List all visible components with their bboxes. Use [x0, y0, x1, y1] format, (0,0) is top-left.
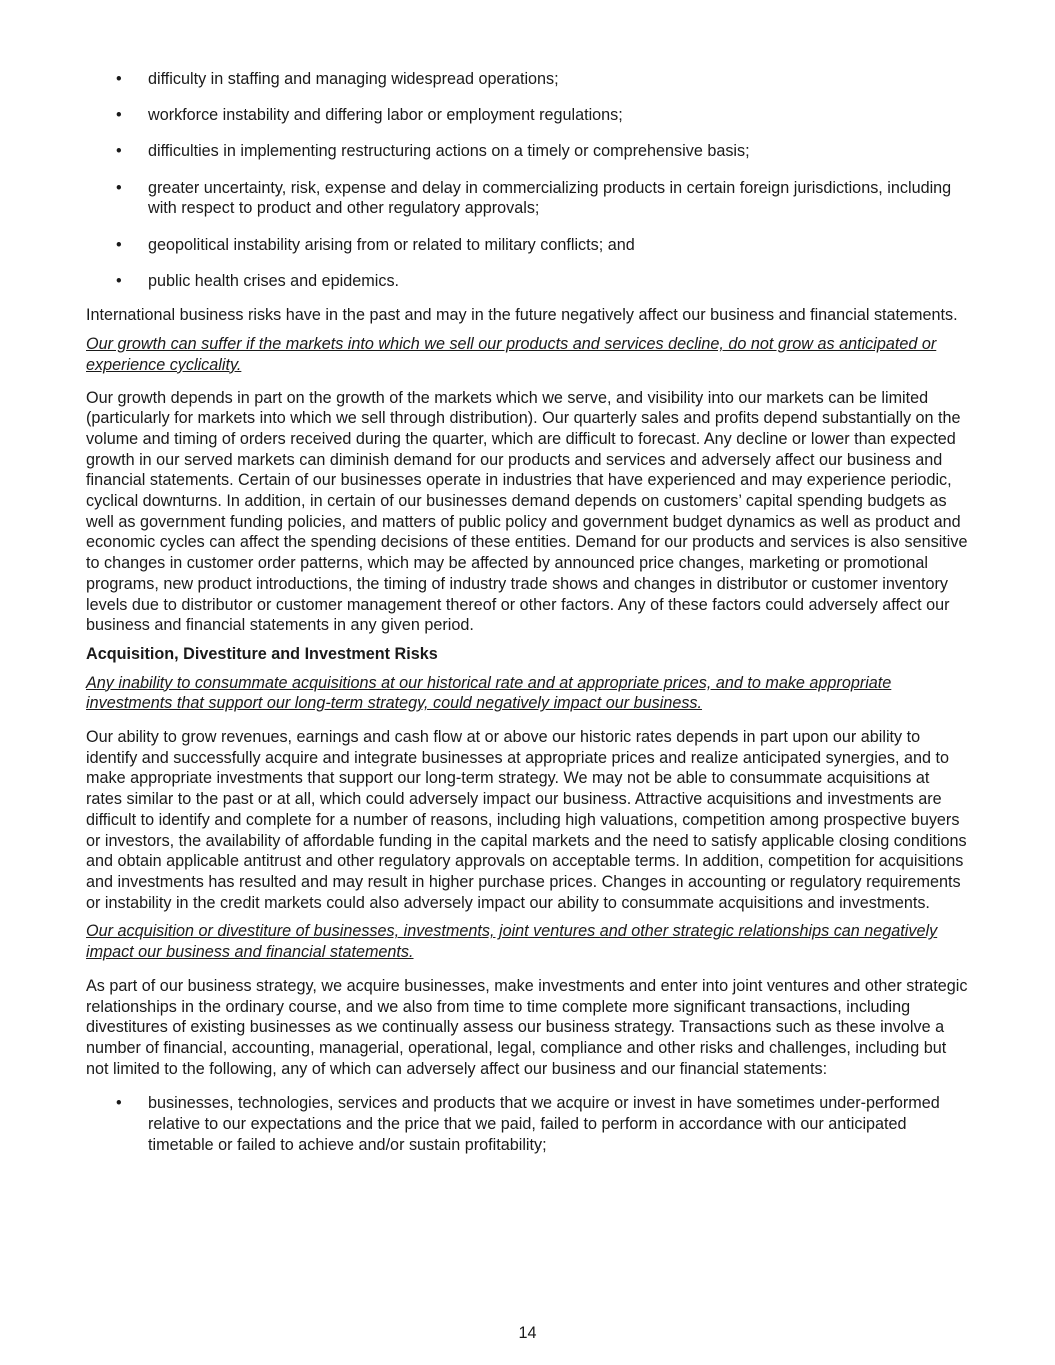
page-number: 14 [518, 1324, 537, 1342]
subheading-acquisition-inability: Any inability to consummate acquisitions at our historical rate and at appropriate prices, and to make appropriate investments that support our long-term strategy, could negatively impact our business. [86, 673, 892, 713]
bullet-icon: • [116, 142, 122, 161]
list-item [86, 141, 968, 162]
subheading-market-growth: Our growth can suffer if the markets into which we sell our products and services decline, do not grow as anticipated or experience cyclicality. [86, 335, 937, 374]
list-item [86, 178, 968, 219]
bullet-icon: • [116, 235, 122, 254]
paragraph-business-strategy: As part of our business strategy, we acquire businesses, make investments and enter into joint ventures and other strategic relationships in the ordinary course, and we also from time to time complete more significant transactions, including divestitures of existing businesses as we continually assess our business strategy. Transactions such as these involve a number of financial, accounting, managerial, operational, legal, compliance and other risks and challenges, including but not limited to the following, any of which can adversely affect our business and our financial statements: [86, 976, 968, 1078]
list-item-text: public health crises and epidemics. [148, 271, 400, 290]
subheading-divestiture: Our acquisition or divestiture of businesses, investments, joint ventures and other strategic relationships can negatively impact our business and financial statements. [86, 922, 938, 962]
list-item-text: geopolitical instability arising from or related to military conflicts; and [148, 235, 635, 254]
bullet-icon: • [116, 178, 122, 197]
list-item-text: businesses, technologies, services and products that we acquire or invest in have sometimes under-performed relative to our expectations and the price that we paid, failed to perform in accordance with our anticipated timetable or failed to achieve and/or sustain profitability; [148, 1094, 940, 1154]
paragraph-market-growth: Our growth depends in part on the growth of the markets which we serve, and visibility into our markets can be limited (particularly for markets into which we sell through distribution). Our quarterly sales and profits depend substantially on the volume and timing of orders received during the quarter, which are difficult to forecast. Any decline or lower than expected growth in our served markets can diminish demand for our products and services and adversely affect our business and financial statements. Certain of our businesses operate in industries that have experienced and may experience periodic, cyclical downturns. In addition, in certain of our businesses demand depends on customers’ capital spending budgets as well as government funding policies, and matters of public policy and government budget dynamics as well as product and economic cycles can affect the spending decisions of these entities. Demand for our products and services is also sensitive to changes in customer order patterns, which may be affected by announced price changes, marketing or promotional programs, new product introductions, the timing of industry trade shows and changes in distributor or customer inventory levels due to distributor or customer management thereof or other factors. Any of these factors could adversely affect our business and financial statements in any given period. [86, 388, 968, 635]
bullet-list-transaction-risks [86, 1093, 968, 1155]
document-page [86, 69, 968, 1171]
list-item [86, 235, 968, 256]
bullet-icon: • [116, 106, 122, 125]
paragraph-international-risks: International business risks have in the past and may in the future negatively affect our business and financial statements. [86, 306, 958, 325]
list-item [86, 271, 968, 292]
bullet-icon: • [116, 70, 122, 88]
bullet-icon: • [116, 1094, 122, 1113]
bullet-list-international-risks [86, 69, 968, 291]
paragraph-acquisition-ability: Our ability to grow revenues, earnings and cash flow at or above our historic rates depends in part upon our ability to identify and successfully acquire and integrate businesses at appropriate prices and realize anticipated synergies, and to make appropriate investments that support our long-term strategy. We may not be able to consummate acquisitions at rates similar to the past or at all, which could adversely impact our business. Attractive acquisitions and investments are difficult to identify and complete for a number of reasons, including high valuations, competition among prospective buyers or investors, the availability of affordable funding in the capital markets and the need to satisfy applicable closing conditions and obtain applicable antitrust and other regulatory approvals on acceptable terms. In addition, competition for acquisitions and investments has resulted and may result in higher purchase prices. Changes in accounting or regulatory requirements or instability in the credit markets could also adversely impact our ability to consummate acquisitions and investments. [86, 728, 967, 912]
list-item [86, 105, 968, 126]
list-item [86, 69, 968, 90]
list-item-text: difficulty in staffing and managing widespread operations; [148, 70, 559, 88]
bullet-icon: • [116, 271, 122, 290]
list-item-text: greater uncertainty, risk, expense and delay in commercializing products in certain foreign jurisdictions, including with respect to product and other regulatory approvals; [148, 178, 952, 218]
section-heading-acquisition-risks: Acquisition, Divestiture and Investment Risks [86, 644, 438, 663]
list-item [86, 1093, 968, 1155]
list-item-text: workforce instability and differing labor or employment regulations; [148, 106, 623, 125]
list-item-text: difficulties in implementing restructuring actions on a timely or comprehensive basis; [148, 142, 750, 161]
